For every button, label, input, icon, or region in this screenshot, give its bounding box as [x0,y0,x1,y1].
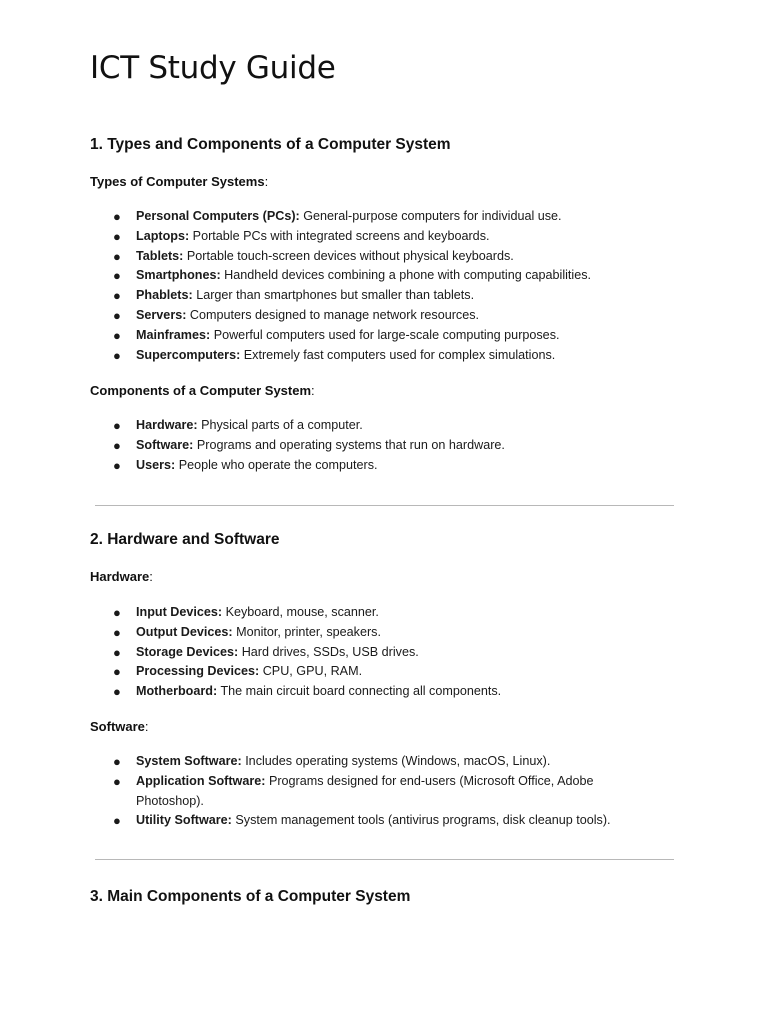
list-item [0,603,768,623]
item-description: Computers designed to manage network resources. [189,307,480,322]
bullet-list [0,603,768,702]
item-description: Programs and operating systems that run on hardware. [196,437,505,452]
list-item [0,247,768,267]
item-term: Software: [136,437,194,452]
item-term: Smartphones: [136,268,221,283]
item-description: System management tools (antivirus programs, disk cleanup tools). [235,813,611,828]
bullet-list [0,207,768,365]
item-description: The main circuit board connecting all components. [220,684,502,699]
bullet-icon: ● [113,228,121,244]
subheading: Components of a Computer System: [90,383,315,398]
item-term: Laptops: [136,228,190,243]
bullet-icon: ● [113,268,121,284]
bullet-icon: ● [113,209,121,224]
item-description: Programs designed for end-users (Microsoft Office, Adobe Photoshop). [136,773,594,808]
item-term: Supercomputers: [136,347,241,362]
bullet-icon: ● [113,813,121,829]
item-term: Output Devices: [136,624,233,639]
subheading: Types of Computer Systems: [90,174,269,189]
item-description: General-purpose computers for individual use. [303,209,562,223]
list-item [0,346,768,366]
subheading-text: Software [90,719,145,734]
item-term: Application Software: [136,773,266,788]
list-item [0,682,768,702]
section-divider [95,859,674,860]
list-item [0,662,768,682]
bullet-icon: ● [113,754,121,769]
item-description: Keyboard, mouse, scanner. [225,605,379,619]
subheading-text: Types of Computer Systems [90,174,265,189]
item-description: Includes operating systems (Windows, macOS, Linux). [245,754,551,768]
item-description: People who operate the computers. [178,457,378,472]
list-item [0,306,768,326]
bullet-icon: ● [113,437,121,453]
list-item [0,752,768,772]
item-term: Storage Devices: [136,644,239,659]
bullet-icon: ● [113,684,121,700]
bullet-icon: ● [113,307,121,323]
bullet-icon: ● [113,248,121,264]
item-description: Monitor, printer, speakers. [236,624,381,639]
bullet-icon: ● [113,624,121,640]
list-item [0,227,768,247]
item-description: Physical parts of a computer. [201,418,363,432]
bullet-icon: ● [113,288,121,304]
bullet-list [0,752,768,831]
subheading: Software: [90,719,149,734]
bullet-list [0,416,768,475]
subheading-text: Components of a Computer System [90,383,312,398]
item-term: Tablets: [136,248,184,263]
item-description: Powerful computers used for large-scale computing purposes. [213,327,560,342]
item-description: Handheld devices combining a phone with computing capabilities. [224,268,592,283]
list-item [0,623,768,643]
list-item [0,456,768,476]
list-item [0,772,768,812]
document-title: ICT Study Guide [90,50,336,86]
list-item [0,416,768,436]
bullet-icon: ● [113,327,121,343]
list-item [0,286,768,306]
list-item [0,436,768,456]
section-divider [95,505,674,506]
item-description: Hard drives, SSDs, USB drives. [241,644,419,659]
item-description: CPU, GPU, RAM. [262,664,363,679]
list-item [0,643,768,663]
item-description: Portable PCs with integrated screens and keyboards. [192,228,490,243]
list-item [0,811,768,831]
item-description: Extremely fast computers used for complex simulations. [243,347,556,362]
item-term: Processing Devices: [136,664,260,679]
section-heading: 3. Main Components of a Computer System [90,888,411,905]
item-term: System Software: [136,754,242,768]
subheading: Hardware: [90,569,153,584]
bullet-icon: ● [113,457,121,473]
item-description: Portable touch-screen devices without physical keyboards. [186,248,514,263]
item-description: Larger than smartphones but smaller than tablets. [196,288,475,303]
subheading-text: Hardware [90,569,150,584]
item-term: Personal Computers (PCs): [136,209,300,223]
bullet-icon: ● [113,418,121,433]
bullet-icon: ● [113,664,121,680]
item-term: Phablets: [136,288,193,303]
item-term: Input Devices: [136,605,223,619]
item-term: Mainframes: [136,327,211,342]
bullet-icon: ● [113,347,121,363]
bullet-icon: ● [113,605,121,620]
item-term: Motherboard: [136,684,218,699]
bullet-icon: ● [113,644,121,660]
item-term: Users: [136,457,176,472]
list-item [0,266,768,286]
item-term: Utility Software: [136,813,232,828]
list-item [0,207,768,227]
bullet-icon: ● [113,773,121,789]
list-item [0,326,768,346]
item-term: Hardware: [136,418,198,432]
section-heading: 2. Hardware and Software [90,531,280,548]
item-term: Servers: [136,307,187,322]
section-heading: 1. Types and Components of a Computer System [90,136,451,153]
